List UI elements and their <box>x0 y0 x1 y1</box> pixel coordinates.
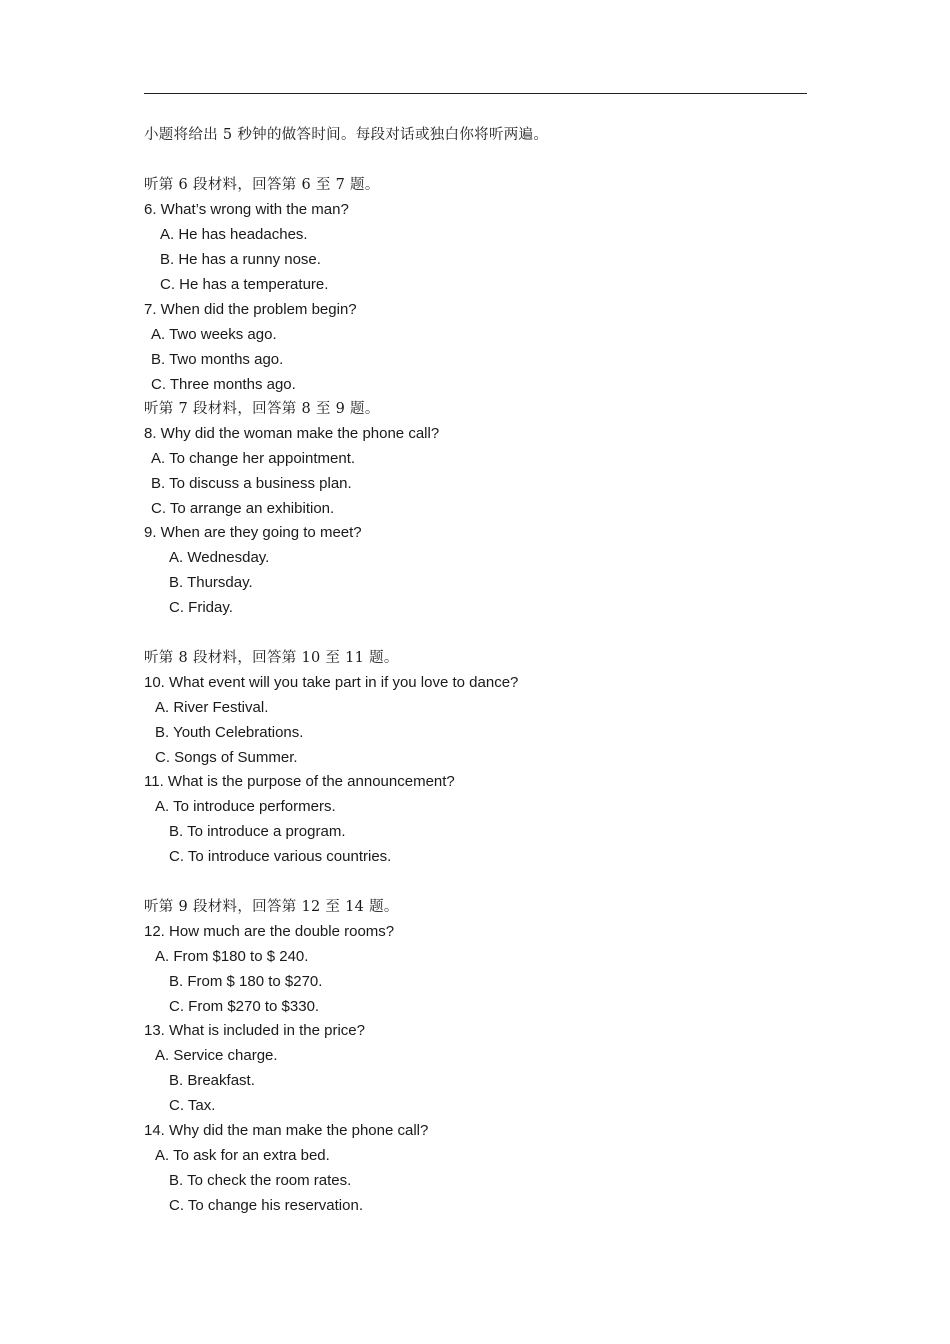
option-a: A. To ask for an extra bed. <box>155 1147 330 1164</box>
question-text: 7. When did the problem begin? <box>144 301 357 318</box>
option-c: C. Three months ago. <box>151 376 296 393</box>
section-header: 听第 7 段材料，回答第 8 至 9 题。 <box>144 401 380 417</box>
option-b: B. Breakfast. <box>169 1072 255 1089</box>
header-rule <box>144 93 807 94</box>
option-c: C. To arrange an exhibition. <box>151 500 335 517</box>
option-b: B. Two months ago. <box>151 351 284 368</box>
option-a: A. Service charge. <box>155 1047 278 1064</box>
question-text: 13. What is included in the price? <box>144 1022 365 1039</box>
section-header: 听第 8 段材料，回答第 10 至 11 题。 <box>144 650 399 666</box>
option-b: B. To check the room rates. <box>169 1172 352 1189</box>
option-c: C. Songs of Summer. <box>155 749 298 766</box>
option-a: A. To change her appointment. <box>151 450 356 467</box>
option-c: C. To change his reservation. <box>169 1197 363 1214</box>
question-text: 11. What is the purpose of the announcement? <box>144 773 455 790</box>
option-c: C. He has a temperature. <box>160 276 329 293</box>
option-c: C. Friday. <box>169 599 233 616</box>
intro-text: 小题将给出 5 秒钟的做答时间。每段对话或独白你将听两遍。 <box>144 127 549 143</box>
section-header: 听第 9 段材料，回答第 12 至 14 题。 <box>144 899 399 915</box>
option-a: A. Two weeks ago. <box>151 326 277 343</box>
option-b: B. Thursday. <box>169 574 253 591</box>
option-c: C. From $270 to $330. <box>169 998 320 1015</box>
question-text: 10. What event will you take part in if you love to dance? <box>144 674 519 691</box>
question-text: 8. Why did the woman make the phone call? <box>144 425 440 442</box>
question-text: 6. What’s wrong with the man? <box>144 201 349 218</box>
section-header: 听第 6 段材料，回答第 6 至 7 题。 <box>144 177 380 193</box>
option-b: B. To discuss a business plan. <box>151 475 352 492</box>
question-text: 9. When are they going to meet? <box>144 524 362 541</box>
option-c: C. To introduce various countries. <box>169 848 392 865</box>
option-b: B. To introduce a program. <box>169 823 346 840</box>
option-c: C. Tax. <box>169 1097 216 1114</box>
option-a: A. To introduce performers. <box>155 798 336 815</box>
option-a: A. Wednesday. <box>169 549 270 566</box>
option-a: A. He has headaches. <box>160 226 308 243</box>
question-text: 14. Why did the man make the phone call? <box>144 1122 429 1139</box>
option-b: B. From $ 180 to $270. <box>169 973 323 990</box>
option-b: B. Youth Celebrations. <box>155 724 304 741</box>
option-a: A. River Festival. <box>155 699 269 716</box>
question-text: 12. How much are the double rooms? <box>144 923 395 940</box>
option-a: A. From $180 to $ 240. <box>155 948 309 965</box>
option-b: B. He has a runny nose. <box>160 251 321 268</box>
